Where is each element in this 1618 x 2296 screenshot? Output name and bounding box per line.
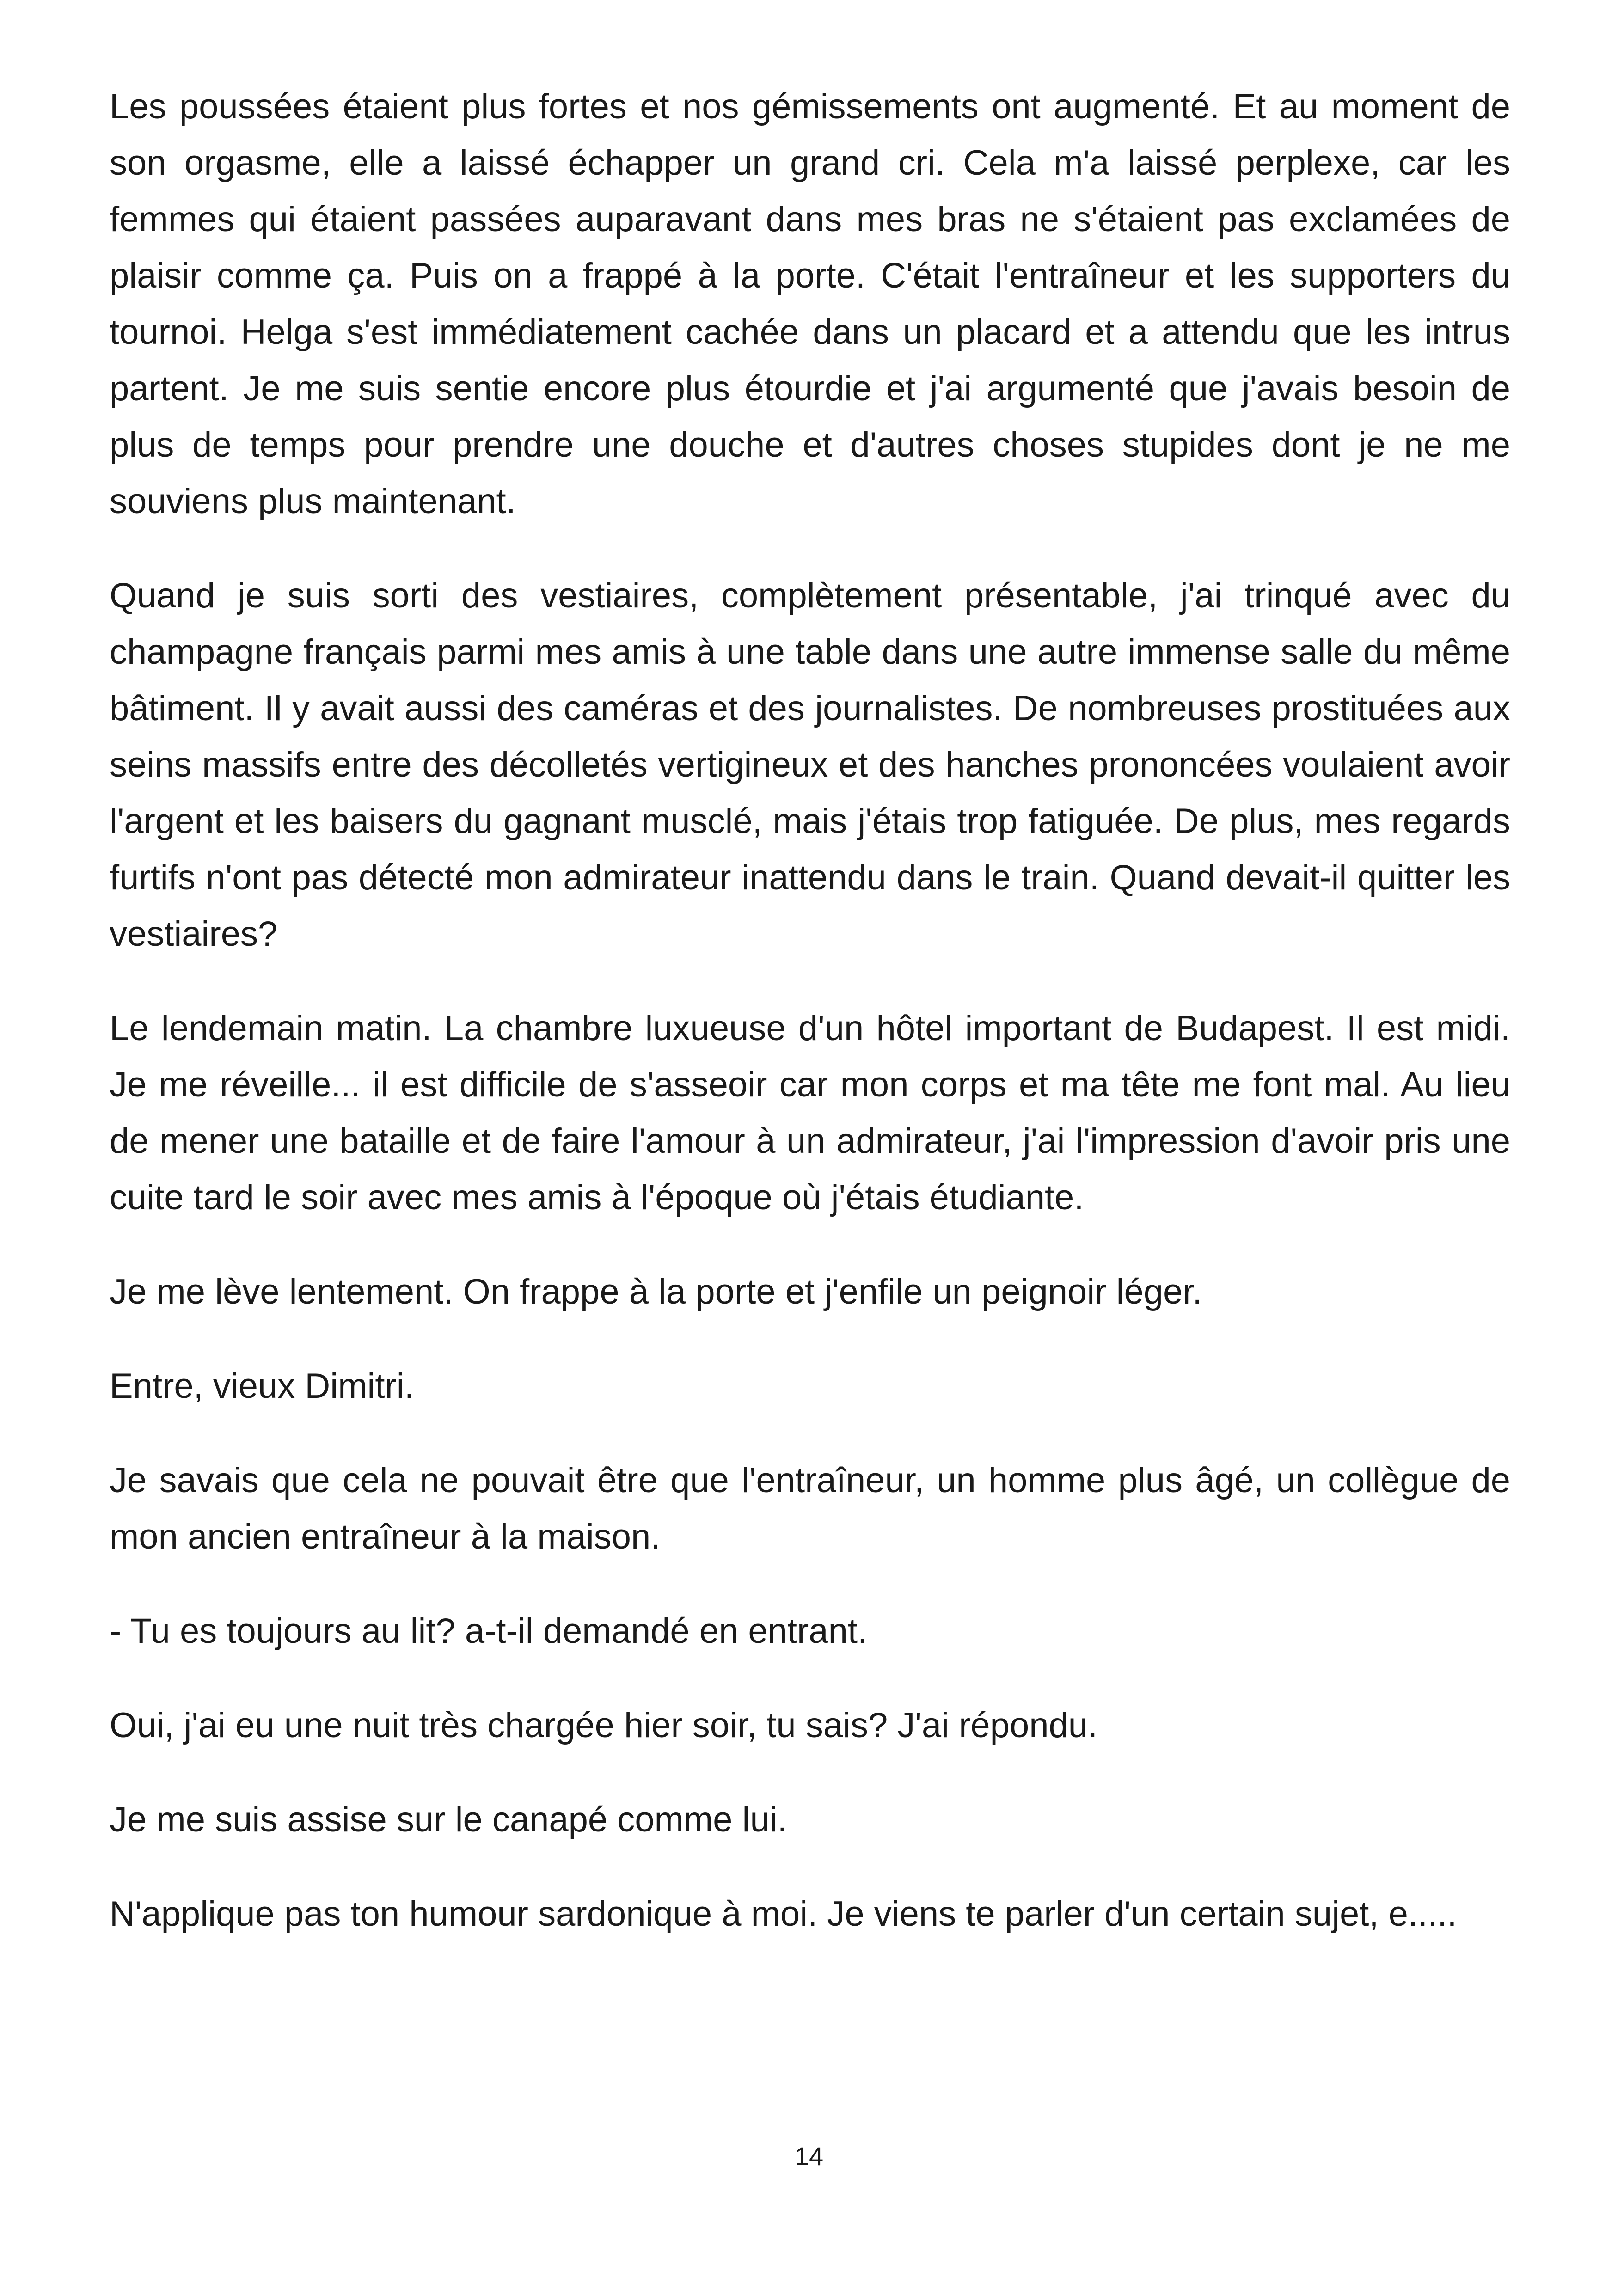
paragraph-6: Je savais que cela ne pouvait être que l'entraîneur, un homme plus âgé, un collègue de mon ancien entraîneur à la maison.: [110, 1461, 1510, 1556]
document-body: [110, 79, 1510, 1942]
paragraph-7: - Tu es toujours au lit? a-t-il demandé en entrant.: [110, 1611, 868, 1651]
paragraph-1: Les poussées étaient plus fortes et nos gémissements ont augmenté. Et au moment de son orgasme, elle a laissé échapper un grand cri. Cela m'a laissé perplexe, car les femmes qui étaient passées auparavant dans mes bras ne s'étaient pas exclamées de plaisir comme ça. Puis on a frappé à la porte. C'était l'entraîneur et les supporters du tournoi. Helga s'est immédiatement cachée dans un placard et a attendu que les intrus partent. Je me suis sentie encore plus étourdie et j'ai argumenté que j'avais besoin de plus de temps pour prendre une douche et d'autres choses stupides dont je ne me souviens plus maintenant.: [110, 87, 1510, 521]
paragraph-3: Le lendemain matin. La chambre luxueuse d'un hôtel important de Budapest. Il est midi. Je me réveille... il est difficile de s'asseoir car mon corps et ma tête me font mal. Au lieu de mener une bataille et de faire l'amour à un admirateur, j'ai l'impression d'avoir pris une cuite tard le soir avec mes amis à l'époque où j'étais étudiante.: [110, 1009, 1510, 1217]
page-number: 14: [794, 2142, 824, 2171]
paragraph-5: Entre, vieux Dimitri.: [110, 1366, 414, 1406]
paragraph-8: Oui, j'ai eu une nuit très chargée hier soir, tu sais? J'ai répondu.: [110, 1706, 1098, 1745]
paragraph-2: Quand je suis sorti des vestiaires, complètement présentable, j'ai trinqué avec du champagne français parmi mes amis à une table dans une autre immense salle du même bâtiment. Il y avait aussi des caméras et des journalistes. De nombreuses prostituées aux seins massifs entre des décolletés vertigineux et des hanches prononcées voulaient avoir l'argent et les baisers du gagnant musclé, mais j'étais trop fatiguée. De plus, mes regards furtifs n'ont pas détecté mon admirateur inattendu dans le train. Quand devait-il quitter les vestiaires?: [110, 576, 1510, 954]
paragraph-4: Je me lève lentement. On frappe à la porte et j'enfile un peignoir léger.: [110, 1272, 1202, 1311]
paragraph-9: Je me suis assise sur le canapé comme lui.: [110, 1800, 787, 1839]
paragraph-10: N'applique pas ton humour sardonique à moi. Je viens te parler d'un certain sujet, e.....: [110, 1894, 1457, 1934]
